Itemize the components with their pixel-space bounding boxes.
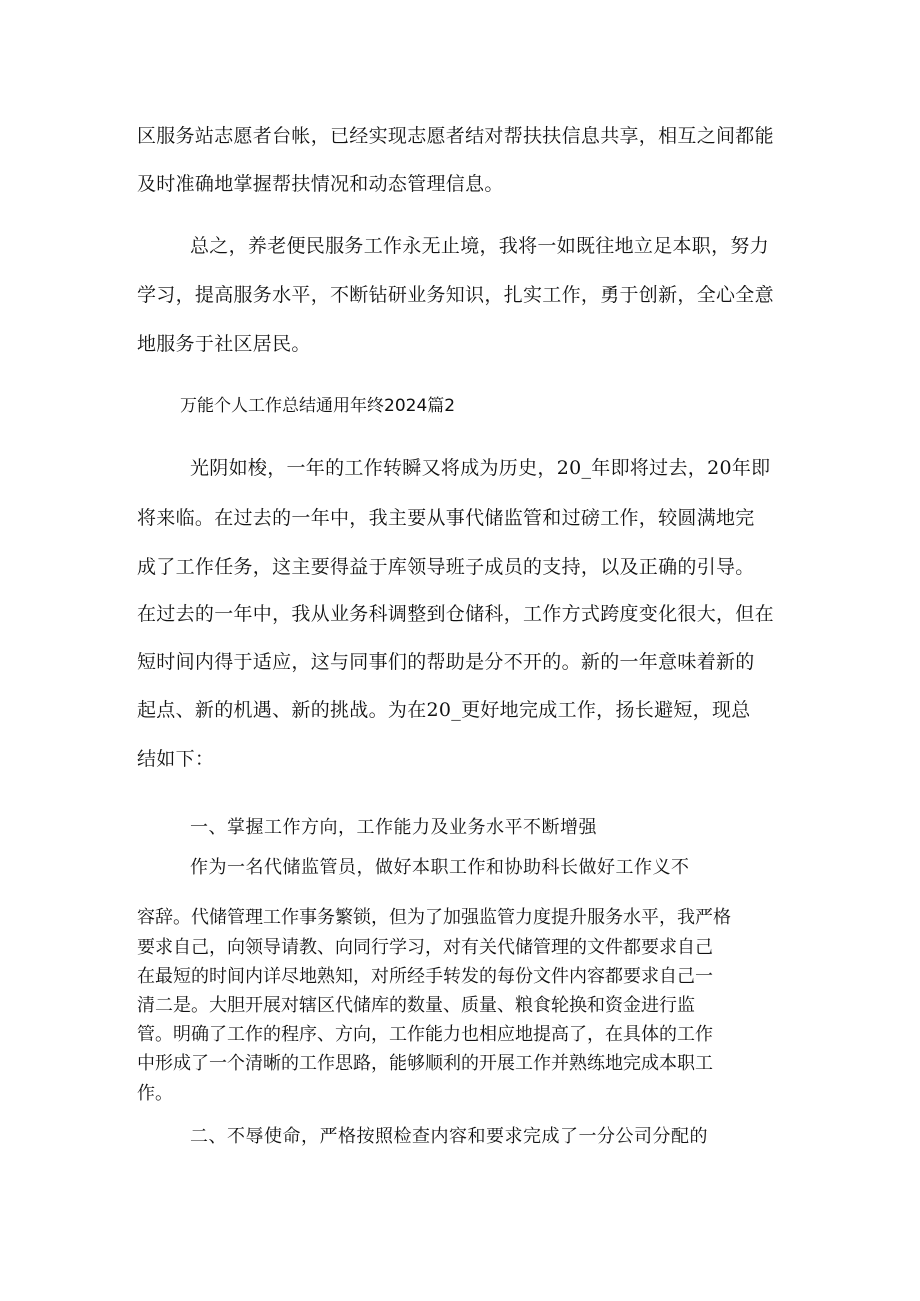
paragraph-line: 及时准确地掌握帮扶情况和动态管理信息。 [137,173,504,195]
paragraph-line: 成了工作任务，这主要得益于库领导班子成员的支持，以及正确的引导。 [137,556,755,578]
paragraph-line: 短时间内得于适应，这与同事们的帮助是分不开的。新的一年意味着新的 [137,651,755,673]
paragraph-line: 地服务于社区居民。 [137,333,311,355]
paragraph-line: 中形成了一个清晰的工作思路，能够顺利的开展工作并熟练地完成本职工 [137,1053,713,1074]
paragraph-line: 在最短的时间内详尽地熟知，对所经手转发的每份文件内容都要求自己一 [137,966,713,987]
paragraph-line: 容辞。代储管理工作事务繁锁，但为了加强监管力度提升服务水平，我严格 [137,907,731,928]
section-2-title: 二、不辱使命，严格按照检查内容和要求完成了一分公司分配的 [190,1126,708,1147]
paragraph-line: 在过去的一年中，我从业务科调整到仓储科，工作方式跨度变化很大，但在 [137,603,774,625]
paragraph-line: 区服务站志愿者台帐，已经实现志愿者结对帮扶扶信息共享，相互之间都能 [137,125,774,147]
paragraph-line: 管。明确了工作的程序、方向，工作能力也相应地提高了，在具体的工作 [137,1024,713,1045]
paragraph-line: 结如下： [137,748,215,770]
paragraph-line: 要求自己，向领导请教、向同行学习，对有关代储管理的文件都要求自己 [137,937,713,958]
paragraph-line: 光阴如梭，一年的工作转瞬又将成为历史，20_年即将过去，20年即 [190,457,771,479]
paragraph-line: 学习，提高服务水平，不断钻研业务知识，扎实工作，勇于创新，全心全意 [137,284,774,306]
paragraph-line: 起点、新的机遇、新的挑战。为在20_更好地完成工作，扬长避短，现总 [137,699,751,721]
paragraph-line: 作。 [137,1083,173,1104]
paragraph-line: 清二是。大胆开展对辖区代储库的数量、质量、粮食轮换和资金进行监 [137,995,695,1016]
paragraph-line: 总之，养老便民服务工作永无止境，我将一如既往地立足本职，努力 [190,235,770,257]
section-1-first-line: 作为一名代储监管员，做好本职工作和协助科长做好工作义不 [190,857,690,878]
paragraph-line: 将来临。在过去的一年中，我主要从事代储监管和过磅工作，较圆满地完 [137,507,755,529]
section-1-title: 一、掌握工作方向，工作能力及业务水平不断增强 [190,817,597,838]
section-heading: 万能个人工作总结通用年终2024篇2 [180,396,456,416]
